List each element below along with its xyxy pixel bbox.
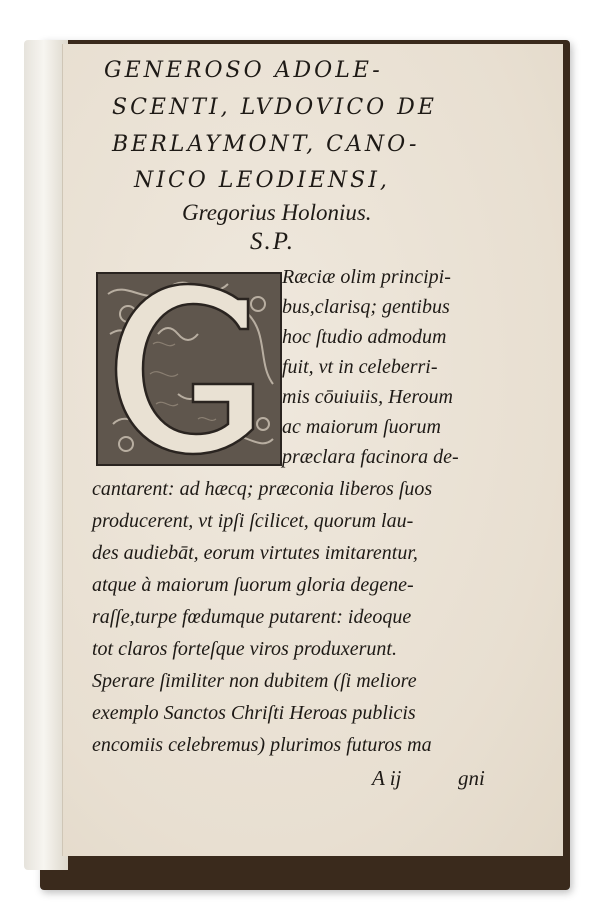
body-line-13: tot claros forteſque viros produxerunt. [92, 638, 397, 660]
body-line-7: præclara facinora de- [282, 446, 459, 468]
author-name: Gregorius Holonius. [182, 200, 372, 225]
body-line-11: atque à maiorum ſuorum gloria degene- [92, 574, 414, 596]
decorated-initial-g [96, 272, 282, 466]
body-line-5: mis cōuiuiis, Heroum [282, 386, 453, 408]
body-line-12: raſſe,turpe fœdumque putarent: ideoque [92, 606, 412, 628]
body-line-14: Sperare ſimiliter non dubitem (ſi meliore [92, 670, 417, 692]
body-line-1: Ræciæ olim principi- [282, 266, 451, 288]
heading-line-2: SCENTI, LVDOVICO DE [112, 95, 437, 120]
signature-mark: A ij [372, 766, 402, 790]
body-line-6: ac maiorum ſuorum [282, 416, 441, 438]
body-line-8: cantarent: ad hæcq; præconia liberos ſuos [92, 478, 433, 500]
body-line-15: exemplo Sanctos Chriſti Heroas publicis [92, 702, 416, 724]
body-line-16: encomiis celebremus) plurimos futuros ma [92, 734, 432, 756]
body-line-9: producerent, vt ipſi ſcilicet, quorum lau- [92, 510, 414, 532]
heading-line-1: GENEROSO ADOLE- [104, 58, 383, 83]
catchword: gni [458, 766, 485, 790]
heading-line-4: NICO LEODIENSI, [134, 168, 390, 193]
body-line-10: des audiebāt, eorum virtutes imitarentur, [92, 542, 418, 564]
heading-line-3: BERLAYMONT, CANO- [112, 132, 420, 157]
body-line-4: fuit, vt in celeberri- [282, 356, 438, 378]
body-line-2: bus,clarisq; gentibus [282, 296, 450, 318]
body-line-3: hoc ſtudio admodum [282, 326, 447, 348]
salutation: S.P. [250, 228, 296, 255]
